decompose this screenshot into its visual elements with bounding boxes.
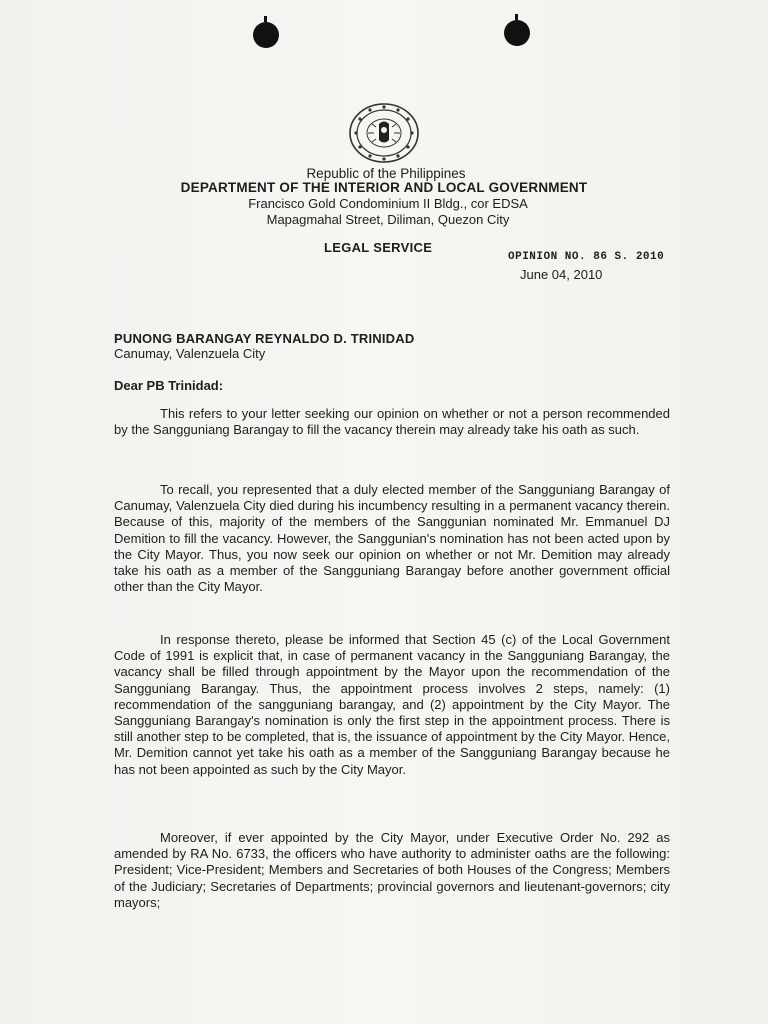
body-paragraph-3: In response thereto, please be informed that Section 45 (c) of the Local Government Code of 1991 is explicit that, in case of permanent vacancy in the Sangguniang Barangay, the vacancy shall be filled through appointment by the Mayor upon the recommendation of the Sangguniang Barangay. Thus, the appointment process involves 2 steps, namely: (1) recommendation of the sangguniang barangay, and (2) appointment by the City Mayor. The Sangguniang Barangay's nomination is only the first step in the appointment process. There is still another step to be completed, that is, the issuance of appointment by the City Mayor. Hence, Mr. Demition cannot yet take his oath as a member of the Sangguniang Barangay because he has not been appointed as such by the City Mayor.	[114, 632, 670, 777]
addressee-name: PUNONG BARANGAY REYNALDO D. TRINIDAD	[114, 331, 415, 346]
opinion-number: OPINION NO. 86 S. 2010	[508, 251, 665, 263]
body-paragraph-1: This refers to your letter seeking our opinion on whether or not a person recommended by the Sangguniang Barangay to fill the vacancy therein may already take his oath as such.	[114, 406, 670, 438]
salutation: Dear PB Trinidad:	[114, 378, 224, 393]
office-name: LEGAL SERVICE	[324, 240, 433, 255]
republic-line: Republic of the Philippines	[306, 166, 466, 181]
punch-hole-right	[504, 20, 530, 46]
body-paragraph-4: Moreover, if ever appointed by the City Mayor, under Executive Order No. 292 as amended by RA No. 6733, the officers who have authority to administer oaths are the following: President; Vice-President; Members and Secretaries of both Houses of the Congress; Members of the Judiciary; Secretaries of Departments; provincial governors and lieutenant-governors; city mayors;	[114, 830, 670, 910]
address-line-1: Francisco Gold Condominium II Bldg., cor EDSA	[248, 196, 528, 211]
letter-date: June 04, 2010	[520, 267, 603, 282]
address-line-2: Mapagmahal Street, Diliman, Quezon City	[266, 212, 510, 227]
body-paragraph-2: To recall, you represented that a duly elected member of the Sangguniang Barangay of Canumay, Valenzuela City died during his incumbency resulting in a permanent vacancy therein. Because of this, majority of the members of the Sanggunian nominated Mr. Emmanuel DJ Demition to fill the vacancy. However, the Sanggunian's nomination has not been acted upon by the City Mayor. Thus, you now seek our opinion on whether or not Mr. Demition may already take his oath as a member of the Sangguniang Barangay before another government official other than the City Mayor.	[114, 482, 670, 595]
punch-hole-left	[253, 22, 279, 48]
department-name: DEPARTMENT OF THE INTERIOR AND LOCAL GOVERNMENT	[180, 180, 588, 195]
addressee-location: Canumay, Valenzuela City	[114, 346, 266, 361]
dilg-seal-icon	[348, 102, 420, 164]
